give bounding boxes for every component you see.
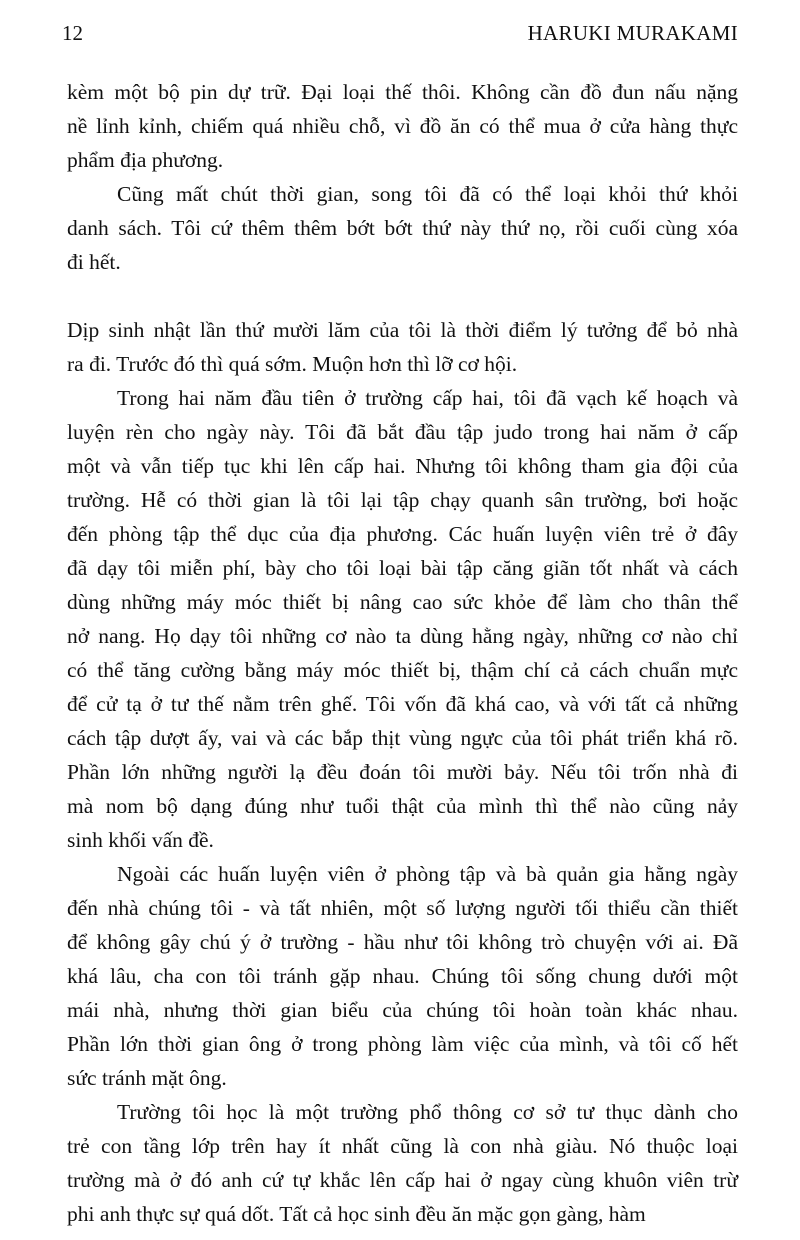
text-line: Phần lớn thời gian ông ở trong phòng làm việc của mình, và tôi cố hết bbox=[67, 1032, 738, 1056]
text-line: sức tránh mặt ông. bbox=[67, 1066, 227, 1090]
text-line: đến phòng tập thể dục của địa phương. Các huấn luyện viên trẻ ở đây bbox=[67, 522, 738, 546]
text-line: để không gây chú ý ở trường - hầu như tôi không trò chuyện với ai. Đã bbox=[67, 930, 738, 954]
paragraph bbox=[67, 313, 738, 381]
text-line: mà nom bộ dạng đúng như tuổi thật của mình thì thể nào cũng nảy bbox=[67, 794, 738, 818]
text-line: Trong hai năm đầu tiên ở trường cấp hai, tôi đã vạch kế hoạch và bbox=[117, 386, 738, 410]
text-line: nở nang. Họ dạy tôi những cơ nào ta dùng hằng ngày, những cơ nào chỉ bbox=[67, 624, 738, 648]
text-section-1 bbox=[67, 75, 738, 279]
page-number: 12 bbox=[62, 21, 83, 45]
text-line: Phần lớn những người lạ đều đoán tôi mười bảy. Nếu tôi trốn nhà đi bbox=[67, 760, 738, 784]
text-line: Ngoài các huấn luyện viên ở phòng tập và bà quản gia hằng ngày bbox=[117, 862, 738, 886]
text-line: danh sách. Tôi cứ thêm thêm bớt bớt thứ này thứ nọ, rồi cuối cùng xóa bbox=[67, 216, 738, 240]
paragraph bbox=[67, 75, 738, 177]
text-line: trẻ con tầng lớp trên hay ít nhất cũng là con nhà giàu. Nó thuộc loại bbox=[67, 1134, 738, 1158]
text-line: dùng những máy móc thiết bị nâng cao sức khỏe để làm cho thân thể bbox=[67, 590, 738, 614]
text-line: đã dạy tôi miễn phí, bày cho tôi loại bài tập căng giãn tốt nhất và cách bbox=[67, 556, 738, 580]
text-line: nề lỉnh kỉnh, chiếm quá nhiều chỗ, vì đồ ăn có thể mua ở cửa hàng thực bbox=[67, 114, 738, 138]
text-line: khá lâu, cha con tôi tránh gặp nhau. Chúng tôi sống chung dưới một bbox=[67, 964, 738, 988]
text-line: trường mà ở đó anh cứ tự khắc lên cấp hai ở ngay cùng khuôn viên trừ bbox=[67, 1168, 738, 1192]
text-line: phẩm địa phương. bbox=[67, 148, 224, 172]
text-line: sinh khối vấn đề. bbox=[67, 828, 214, 852]
paragraph bbox=[67, 177, 738, 279]
text-line: phi anh thực sự quá dốt. Tất cả học sinh đều ăn mặc gọn gàng, hàm bbox=[67, 1202, 646, 1226]
text-line: trường. Hễ có thời gian là tôi lại tập chạy quanh sân trường, bơi hoặc bbox=[67, 488, 738, 512]
text-line: luyện rèn cho ngày này. Tôi đã bắt đầu tập judo trong hai năm ở cấp bbox=[67, 420, 738, 444]
text-section-2 bbox=[67, 313, 738, 1231]
text-line: Trường tôi học là một trường phổ thông cơ sở tư thục dành cho bbox=[117, 1100, 738, 1124]
running-head-author: HARUKI MURAKAMI bbox=[527, 21, 738, 45]
text-line: Dịp sinh nhật lần thứ mười lăm của tôi là thời điểm lý tưởng để bỏ nhà bbox=[67, 318, 738, 342]
text-line: một và vẫn tiếp tục khi lên cấp hai. Nhưng tôi không tham gia đội của bbox=[67, 454, 738, 478]
paragraph bbox=[67, 857, 738, 1095]
text-line: để cử tạ ở tư thế nằm trên ghế. Tôi vốn đã khá cao, và với tất cả những bbox=[67, 692, 738, 716]
text-line: mái nhà, nhưng thời gian biểu của chúng tôi hoàn toàn khác nhau. bbox=[67, 998, 738, 1022]
text-line: đến nhà chúng tôi - và tất nhiên, một số lượng người tối thiểu cần thiết bbox=[67, 896, 738, 920]
page-header bbox=[62, 18, 738, 48]
text-line: kèm một bộ pin dự trữ. Đại loại thế thôi. Không cần đồ đun nấu nặng bbox=[67, 80, 738, 104]
text-line: ra đi. Trước đó thì quá sớm. Muộn hơn thì lỡ cơ hội. bbox=[67, 352, 518, 376]
text-line: Cũng mất chút thời gian, song tôi đã có thể loại khỏi thứ khỏi bbox=[117, 182, 738, 206]
text-line: có thể tăng cường bằng máy móc thiết bị, thậm chí cả cách chuẩn mực bbox=[67, 658, 738, 682]
paragraph bbox=[67, 1095, 738, 1231]
text-line: đi hết. bbox=[67, 250, 121, 274]
paragraph bbox=[67, 381, 738, 857]
text-line: cách tập dượt ấy, vai và các bắp thịt vùng ngực của tôi phát triển khá rõ. bbox=[67, 726, 738, 750]
